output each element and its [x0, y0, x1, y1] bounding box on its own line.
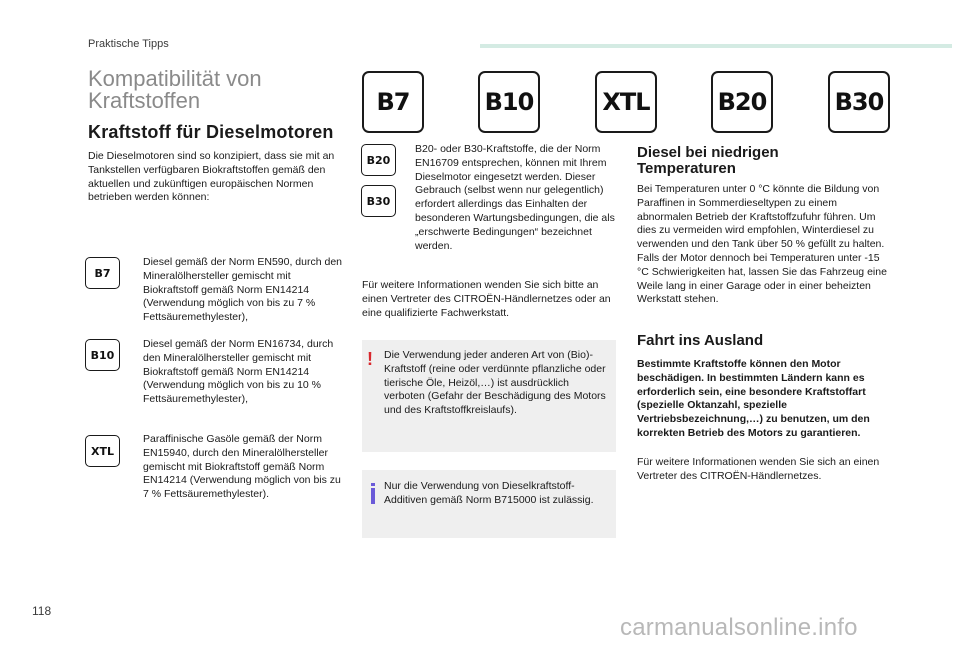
badge-b20-icon: B20 — [361, 144, 396, 176]
badge-b30-icon: B30 — [361, 185, 396, 217]
warning-text: Die Verwendung jeder anderen Art von (Bio)-Kraftstoff (reine oder verdünnte pflanzliche oder tierische Öle, Heizöl,…) ist ausdrücklich verboten (Gefahr der Beschädigung des Motors und des Kraftstoffkreislaufs). — [384, 349, 606, 417]
fuel-xtl-text: Paraffinische Gasöle gemäß der Norm EN15940, durch den Mineralölhersteller gemischt mit Biokraftstoff gemäß Norm EN14214 (Verwendung möglich von bis zu 7 % Fettsäuremethylester). — [143, 433, 341, 501]
abroad-info-text: Für weitere Informationen wenden Sie sich an einen Vertreter des CITROËN-Händlernetzes. — [637, 456, 880, 482]
cold-weather-heading: Diesel bei niedrigen Temperaturen — [637, 144, 779, 177]
more-info-text: Für weitere Informationen wenden Sie sich bitte an einen Vertreter des CITROËN-Händlernetzes oder an eine qualifizierte Fachwerkstatt. — [362, 279, 611, 319]
section-heading-diesel: Kraftstoff für Dieselmotoren — [88, 122, 334, 142]
header-rule — [480, 44, 952, 48]
section-label: Praktische Tipps — [88, 38, 169, 50]
fuel-badge-b7-icon: B7 — [362, 71, 424, 133]
fuel-badge-xtl-icon: XTL — [595, 71, 657, 133]
fuel-badge-b30-icon: B30 — [828, 71, 890, 133]
warning-exclamation-icon: ! — [367, 349, 373, 369]
abroad-warning-text: Bestimmte Kraftstoffe können den Motor beschädigen. In bestimmten Ländern kann es erforderlich sein, eine besondere Kraftstoffart (spezielle Oktanzahl, spezielle Vertriebsbezeichnung,…) zu benutzen, um den korrekten Betrieb des Motors zu garantieren. — [637, 358, 870, 439]
fuel-badge-b10-icon: B10 — [478, 71, 540, 133]
info-icon — [371, 488, 375, 504]
badge-b10-icon: B10 — [85, 339, 120, 371]
badge-xtl-icon: XTL — [85, 435, 120, 467]
info-box — [362, 470, 616, 538]
intro-paragraph: Die Dieselmotoren sind so konzipiert, dass sie mit an Tankstellen verfügbaren Biokraftstoffen gemäß den aktuellen und zukünftigen europäischen Normen betrieben werden können: — [88, 150, 335, 204]
info-text: Nur die Verwendung von Dieselkraftstoff-Additiven gemäß Norm B715000 ist zulässig. — [384, 480, 594, 506]
page-title: Kompatibilität von Kraftstoffen — [88, 66, 262, 113]
cold-weather-text: Bei Temperaturen unter 0 °C könnte die Bildung von Paraffinen in Sommerdieseltypen zu einem abnormalen Betrieb der Kraftstoffzufuhr führen. Um dies zu vermeiden wird empfohlen, Winterdiesel zu verwenden und den Tank über 50 % gefüllt zu halten. Falls der Motor dennoch bei Temperaturen unter -15 °C Schwierigkeiten hat, lassen Sie das Fahrzeug eine Weile lang in einer Garage oder in einer beheizten Werkstatt stehen. — [637, 183, 887, 306]
fuel-b10-text: Diesel gemäß der Norm EN16734, durch den Mineralölhersteller gemischt mit Biokraftstoff gemäß Norm EN14214 (Verwendung möglich von bis zu 10 % Fettsäuremethylester), — [143, 338, 334, 406]
b20-b30-text: B20- oder B30-Kraftstoffe, die der Norm EN16709 entsprechen, können mit Ihrem Dieselmotor eingesetzt werden. Dieser Gebrauch (selbst wenn nur gelegentlich) erfordert allerdings das Einhalten der besonderen Wartungsbedingungen, die als „erschwerte Bedingungen“ bezeichnet werden. — [415, 143, 615, 252]
page-number: 118 — [32, 604, 52, 618]
fuel-b7-text: Diesel gemäß der Norm EN590, durch den Mineralölhersteller gemischt mit Biokraftstoff gemäß Norm EN14214 (Verwendung möglich von bis zu 7 % Fettsäuremethylester), — [143, 256, 343, 324]
watermark: carmanualsonline.info — [620, 614, 858, 641]
warning-box — [362, 340, 616, 452]
badge-b7-icon: B7 — [85, 257, 120, 289]
fuel-badge-b20-icon: B20 — [711, 71, 773, 133]
abroad-heading: Fahrt ins Ausland — [637, 332, 764, 349]
